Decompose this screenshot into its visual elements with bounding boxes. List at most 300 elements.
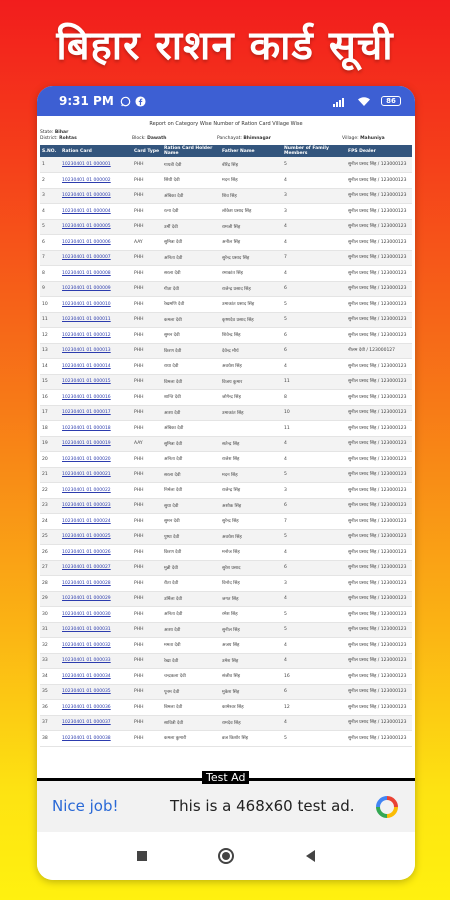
cell-ration-card[interactable]: 10230401 01 000030 [60,607,132,623]
cell-fps-dealer: सुनील प्रसाद सिंह / 123000123 [346,312,412,328]
cell-card-type: PHH [132,405,162,421]
cell-family-members: 4 [282,545,346,561]
cell-holder-name: सुमन देवी [162,514,220,530]
cell-fps-dealer: सुनील प्रसाद सिंह / 123000123 [346,684,412,700]
column-header: S.NO. [40,145,60,157]
cell-holder-name: रेखमणि देवी [162,297,220,313]
table-row [40,204,412,220]
cell-sno: 23 [40,498,60,514]
cell-fps-dealer: सुनील प्रसाद सिंह / 123000123 [346,281,412,297]
cell-card-type: PHH [132,545,162,561]
battery-icon: 86 [381,96,401,106]
cell-ration-card[interactable]: 10230401 01 000022 [60,483,132,499]
cell-ration-card[interactable]: 10230401 01 000025 [60,529,132,545]
cell-ration-card[interactable]: 10230401 01 000003 [60,188,132,204]
cell-father-name: विजय कुमार [220,374,282,390]
report-meta: State: Bihar District: Rohtas Block: Dawath Panchayat: Bhimnagar Village: Mahuniya [40,130,385,141]
cell-father-name: संजीव सिंह [220,669,282,685]
cell-card-type: PHH [132,669,162,685]
cell-fps-dealer: सुनील प्रसाद सिंह / 123000123 [346,452,412,468]
cell-father-name: सुनील सिंह [220,622,282,638]
table-row [40,653,412,669]
cell-card-type: PHH [132,452,162,468]
cell-father-name: उमाकांत सिंह [220,405,282,421]
cell-holder-name: सुधा देवी [162,498,220,514]
ad-tag: Test Ad [202,771,249,784]
cell-card-type: PHH [132,607,162,623]
cell-ration-card[interactable]: 10230401 01 000007 [60,250,132,266]
recents-button[interactable] [131,845,153,867]
table-row [40,731,412,747]
cell-sno: 21 [40,467,60,483]
cell-holder-name: सरला देवी [162,467,220,483]
cell-sno: 1 [40,157,60,173]
cell-ration-card[interactable]: 10230401 01 000026 [60,545,132,561]
column-header: Number of Family Members [282,145,346,157]
cell-ration-card[interactable]: 10230401 01 000010 [60,297,132,313]
cell-father-name: राजेन्द्र सिंह [220,483,282,499]
cell-ration-card[interactable]: 10230401 01 000019 [60,436,132,452]
cell-father-name: अवधेश सिंह [220,529,282,545]
cell-fps-dealer: सुनील प्रसाद सिंह / 123000123 [346,359,412,375]
cell-holder-name: सिंधी देवी [162,173,220,189]
cell-fps-dealer: सुनील प्रसाद सिंह / 123000123 [346,188,412,204]
table-row [40,638,412,654]
cell-sno: 11 [40,312,60,328]
cell-holder-name: अनिता देवी [162,250,220,266]
cell-father-name: मदन सिंह [220,467,282,483]
cell-fps-dealer: सुनील प्रसाद सिंह / 123000123 [346,204,412,220]
cell-father-name: अशोक सिंह [220,498,282,514]
cell-card-type: PHH [132,560,162,576]
wifi-icon [357,96,371,107]
cell-father-name: अवधेश सिंह [220,359,282,375]
cell-ration-card[interactable]: 10230401 01 000033 [60,653,132,669]
cell-holder-name: सुमन देवी [162,328,220,344]
cell-ration-card[interactable]: 10230401 01 000029 [60,591,132,607]
cell-fps-dealer: सुनील प्रसाद सिंह / 123000123 [346,576,412,592]
cell-father-name: कृष्णदेव प्रसाद सिंह [220,312,282,328]
cell-sno: 34 [40,669,60,685]
table-body [40,157,412,746]
cell-father-name: शिव सिंह [220,188,282,204]
cell-sno: 4 [40,204,60,220]
report-content[interactable] [37,116,415,778]
cell-card-type: PHH [132,731,162,747]
cell-family-members: 7 [282,250,346,266]
cell-sno: 5 [40,219,60,235]
cell-ration-card[interactable]: 10230401 01 000031 [60,622,132,638]
cell-family-members: 7 [282,514,346,530]
cell-card-type: PHH [132,514,162,530]
cell-sno: 10 [40,297,60,313]
table-row [40,343,412,359]
cell-father-name: शिवेन्द्र सिंह [220,328,282,344]
facebook-icon [135,96,146,107]
cell-father-name: राजेश सिंह [220,452,282,468]
cell-sno: 22 [40,483,60,499]
table-row [40,436,412,452]
cell-card-type: PHH [132,188,162,204]
table-row [40,514,412,530]
cell-sno: 12 [40,328,60,344]
cell-ration-card[interactable]: 10230401 01 000009 [60,281,132,297]
cell-ration-card[interactable]: 10230401 01 000027 [60,560,132,576]
cell-holder-name: किरण देवी [162,545,220,561]
table-row [40,529,412,545]
cell-fps-dealer: सुनील प्रसाद सिंह / 123000123 [346,250,412,266]
cell-fps-dealer: सुनील प्रसाद सिंह / 123000123 [346,266,412,282]
cell-family-members: 12 [282,700,346,716]
cell-sno: 8 [40,266,60,282]
cell-family-members: 5 [282,529,346,545]
cell-fps-dealer: नीलम देवी / 123000127 [346,343,412,359]
table-row [40,545,412,561]
cell-father-name: जोगेन्द्र सिंह [220,390,282,406]
cell-family-members: 5 [282,731,346,747]
cell-holder-name: सुमित्रा देवी [162,235,220,251]
cell-family-members: 3 [282,483,346,499]
cell-holder-name: बिमला देवी [162,700,220,716]
cell-card-type: PHH [132,467,162,483]
cell-sno: 38 [40,731,60,747]
cell-family-members: 8 [282,390,346,406]
cell-card-type: PHH [132,715,162,731]
cell-family-members: 5 [282,297,346,313]
cell-ration-card[interactable]: 10230401 01 000023 [60,498,132,514]
cell-fps-dealer: सुनील प्रसाद सिंह / 123000123 [346,622,412,638]
cell-fps-dealer: सुनील प्रसाद सिंह / 123000123 [346,498,412,514]
cell-fps-dealer: सुनील प्रसाद सिंह / 123000123 [346,219,412,235]
cell-father-name: रमाकांत सिंह [220,266,282,282]
cell-holder-name: रेखा देवी [162,653,220,669]
cell-fps-dealer: सुनील प्रसाद सिंह / 123000123 [346,700,412,716]
cell-sno: 13 [40,343,60,359]
cell-family-members: 5 [282,157,346,173]
cell-family-members: 6 [282,498,346,514]
cell-card-type: PHH [132,204,162,220]
cell-ration-card[interactable]: 10230401 01 000032 [60,638,132,654]
cell-ration-card[interactable]: 10230401 01 000014 [60,359,132,375]
cell-father-name: बीरेंद्र सिंह [220,157,282,173]
cell-sno: 3 [40,188,60,204]
back-button[interactable] [299,845,321,867]
cell-fps-dealer: सुनील प्रसाद सिंह / 123000123 [346,529,412,545]
cell-ration-card[interactable]: 10230401 01 000011 [60,312,132,328]
app-banner [0,0,450,86]
cell-family-members: 4 [282,653,346,669]
cell-card-type: PHH [132,157,162,173]
table-row [40,235,412,251]
cell-family-members: 6 [282,281,346,297]
cell-father-name: रामजी सिंह [220,219,282,235]
cell-family-members: 4 [282,359,346,375]
cell-ration-card[interactable]: 10230401 01 000017 [60,405,132,421]
cell-family-members: 10 [282,405,346,421]
cell-card-type: PHH [132,684,162,700]
table-row [40,467,412,483]
cell-family-members: 6 [282,328,346,344]
cell-card-type: PHH [132,359,162,375]
cell-card-type: PHH [132,421,162,437]
table-row [40,328,412,344]
table-row [40,173,412,189]
cell-father-name: देवेन्द्र मौर्य [220,343,282,359]
signal-icon [333,96,347,107]
cell-ration-card[interactable]: 10230401 01 000036 [60,700,132,716]
cell-father-name: सतेन्द्र सिंह [220,436,282,452]
cell-card-type: PHH [132,529,162,545]
cell-sno: 7 [40,250,60,266]
cell-card-type: PHH [132,576,162,592]
cell-ration-card[interactable]: 10230401 01 000008 [60,266,132,282]
cell-family-members: 4 [282,452,346,468]
cell-card-type: PHH [132,343,162,359]
table-row [40,669,412,685]
cell-sno: 26 [40,545,60,561]
cell-holder-name: अनिता देवी [162,607,220,623]
cell-father-name: जगत सिंह [220,591,282,607]
cell-ration-card[interactable]: 10230401 01 000038 [60,731,132,747]
table-row [40,405,412,421]
cell-ration-card[interactable]: 10230401 01 000006 [60,235,132,251]
cell-sno: 15 [40,374,60,390]
cell-ration-card[interactable]: 10230401 01 000035 [60,684,132,700]
cell-fps-dealer: सुनील प्रसाद सिंह / 123000123 [346,390,412,406]
cell-father-name: लोकेश प्रसाद सिंह [220,204,282,220]
table-row [40,359,412,375]
cell-sno: 17 [40,405,60,421]
cell-sno: 18 [40,421,60,437]
column-header: Card Type [132,145,162,157]
cell-sno: 16 [40,390,60,406]
cell-ration-card[interactable]: 10230401 01 000020 [60,452,132,468]
cell-holder-name: अंबिका देवी [162,421,220,437]
column-header: FPS Dealer [346,145,412,157]
cell-card-type: PHH [132,312,162,328]
report-title: Report on Category Wise Number of Ration Card Village Wise [149,121,303,127]
cell-family-members: 5 [282,312,346,328]
status-time: 9:31 PM [59,94,114,108]
table-row [40,452,412,468]
cell-holder-name: सरला देवी [162,266,220,282]
table-row [40,421,412,437]
cell-family-members: 16 [282,669,346,685]
cell-ration-card[interactable]: 10230401 01 000012 [60,328,132,344]
cell-sno: 24 [40,514,60,530]
cell-ration-card[interactable]: 10230401 01 000028 [60,576,132,592]
cell-family-members: 4 [282,591,346,607]
cell-ration-card[interactable]: 10230401 01 000018 [60,421,132,437]
cell-fps-dealer: सुनील प्रसाद सिंह / 123000123 [346,731,412,747]
cell-card-type: PHH [132,498,162,514]
cell-fps-dealer: सुनील प्रसाद सिंह / 123000123 [346,545,412,561]
cell-holder-name: कमला कुमारी [162,731,220,747]
cell-holder-name: आशा देवी [162,405,220,421]
table-row [40,374,412,390]
cell-holder-name: उर्मी देवी [162,219,220,235]
cell-ration-card[interactable]: 10230401 01 000024 [60,514,132,530]
table-row [40,576,412,592]
cell-father-name: मनोज सिंह [220,545,282,561]
table-row [40,219,412,235]
cell-fps-dealer: सुनील प्रसाद सिंह / 123000123 [346,653,412,669]
cell-holder-name: सुमित्रा देवी [162,436,220,452]
cell-sno: 25 [40,529,60,545]
cell-card-type: PHH [132,219,162,235]
cell-fps-dealer: सुनील प्रसाद सिंह / 123000123 [346,297,412,313]
cell-family-members: 5 [282,607,346,623]
cell-holder-name: राधा देवी [162,359,220,375]
cell-family-members: 4 [282,266,346,282]
status-bar [37,86,415,116]
cell-card-type: PHH [132,622,162,638]
cell-card-type: PHH [132,173,162,189]
table-row [40,560,412,576]
cell-fps-dealer: सुनील प्रसाद सिंह / 123000123 [346,157,412,173]
ration-card-table [40,145,412,747]
cell-family-members: 5 [282,467,346,483]
cell-card-type: PHH [132,250,162,266]
table-row [40,622,412,638]
table-row [40,498,412,514]
cell-father-name: मुकेश सिंह [220,684,282,700]
cell-ration-card[interactable]: 10230401 01 000034 [60,669,132,685]
cell-father-name: सुरेन्द्र सिंह [220,514,282,530]
cell-family-members: 6 [282,343,346,359]
cell-ration-card[interactable]: 10230401 01 000001 [60,157,132,173]
table-row [40,188,412,204]
cell-holder-name: रत्ना देवी [162,204,220,220]
cell-sno: 2 [40,173,60,189]
cell-fps-dealer: सुनील प्रसाद सिंह / 123000123 [346,669,412,685]
cell-holder-name: चन्द्रकला देवी [162,669,220,685]
cell-holder-name: अनिता देवी [162,452,220,468]
table-row [40,312,412,328]
cell-sno: 31 [40,622,60,638]
cell-ration-card[interactable]: 10230401 01 000004 [60,204,132,220]
cell-ration-card[interactable]: 10230401 01 000002 [60,173,132,189]
cell-ration-card[interactable]: 10230401 01 000005 [60,219,132,235]
cell-family-members: 4 [282,219,346,235]
cell-sno: 35 [40,684,60,700]
cell-family-members: 4 [282,715,346,731]
cell-sno: 37 [40,715,60,731]
cell-father-name: उमाकांत प्रसाद सिंह [220,297,282,313]
cell-family-members: 4 [282,235,346,251]
table-row [40,250,412,266]
cell-card-type: PHH [132,700,162,716]
cell-sno: 14 [40,359,60,375]
cell-father-name: राजेन्द्र प्रसाद सिंह [220,281,282,297]
cell-sno: 36 [40,700,60,716]
table-row [40,390,412,406]
cell-card-type: PHH [132,374,162,390]
cell-card-type: PHH [132,390,162,406]
cell-fps-dealer: सुनील प्रसाद सिंह / 123000123 [346,560,412,576]
cell-ration-card[interactable]: 10230401 01 000015 [60,374,132,390]
cell-holder-name: उर्मिला देवी [162,591,220,607]
cell-family-members: 4 [282,173,346,189]
cell-sno: 9 [40,281,60,297]
cell-father-name: रामदेव सिंह [220,715,282,731]
cell-family-members: 6 [282,560,346,576]
home-button[interactable] [215,845,237,867]
table-row [40,483,412,499]
cell-father-name: विनोद सिंह [220,576,282,592]
cell-card-type: PHH [132,266,162,282]
cell-ration-card[interactable]: 10230401 01 000016 [60,390,132,406]
cell-sno: 30 [40,607,60,623]
cell-fps-dealer: सुनील प्रसाद सिंह / 123000123 [346,328,412,344]
whatsapp-icon [120,96,131,107]
cell-family-members: 6 [282,684,346,700]
cell-holder-name: रीता देवी [162,576,220,592]
cell-holder-name: गायत्री देवी [162,157,220,173]
cell-father-name [220,421,282,437]
cell-ration-card[interactable]: 10230401 01 000013 [60,343,132,359]
cell-family-members: 4 [282,436,346,452]
cell-father-name: अनील सिंह [220,235,282,251]
table-row [40,297,412,313]
banner-title: बिहार राशन कार्ड सूची [56,22,394,69]
cell-holder-name: निर्मला देवी [162,483,220,499]
cell-card-type: AAY [132,235,162,251]
cell-holder-name: शान्ति देवी [162,390,220,406]
cell-father-name: सुरेन्द्र प्रसाद सिंह [220,250,282,266]
column-header: Ration Card [60,145,132,157]
cell-father-name: रमेश सिंह [220,607,282,623]
cell-family-members: 3 [282,188,346,204]
cell-fps-dealer: सुनील प्रसाद सिंह / 123000123 [346,715,412,731]
cell-father-name: ब्रज किशोर सिंह [220,731,282,747]
cell-card-type: PHH [132,638,162,654]
cell-holder-name: मुन्नी देवी [162,560,220,576]
phone-screen [37,86,415,880]
cell-fps-dealer: सुनील प्रसाद सिंह / 123000123 [346,436,412,452]
table-row [40,591,412,607]
cell-holder-name: ममता देवी [162,638,220,654]
table-row [40,684,412,700]
ad-choices-icon[interactable] [375,795,399,819]
cell-fps-dealer: सुनील प्रसाद सिंह / 123000123 [346,405,412,421]
cell-ration-card[interactable]: 10230401 01 000037 [60,715,132,731]
cell-card-type: AAY [132,436,162,452]
cell-father-name: अजय सिंह [220,638,282,654]
cell-fps-dealer: सुनील प्रसाद सिंह / 123000123 [346,173,412,189]
table-row [40,715,412,731]
cell-family-members: 4 [282,638,346,654]
cell-family-members: 3 [282,204,346,220]
cell-card-type: PHH [132,328,162,344]
cell-fps-dealer: सुनील प्रसाद सिंह / 123000123 [346,374,412,390]
cell-fps-dealer: सुनील प्रसाद सिंह / 123000123 [346,607,412,623]
cell-father-name: उमेश सिंह [220,653,282,669]
cell-sno: 29 [40,591,60,607]
cell-father-name: सुरेश प्रसाद [220,560,282,576]
cell-sno: 28 [40,576,60,592]
cell-holder-name: आशा देवी [162,622,220,638]
table-header [40,145,412,157]
ad-banner[interactable] [37,771,415,832]
cell-father-name: मदन सिंह [220,173,282,189]
table-row [40,266,412,282]
table-row [40,607,412,623]
cell-card-type: PHH [132,483,162,499]
cell-ration-card[interactable]: 10230401 01 000021 [60,467,132,483]
table-row [40,281,412,297]
cell-card-type: PHH [132,281,162,297]
